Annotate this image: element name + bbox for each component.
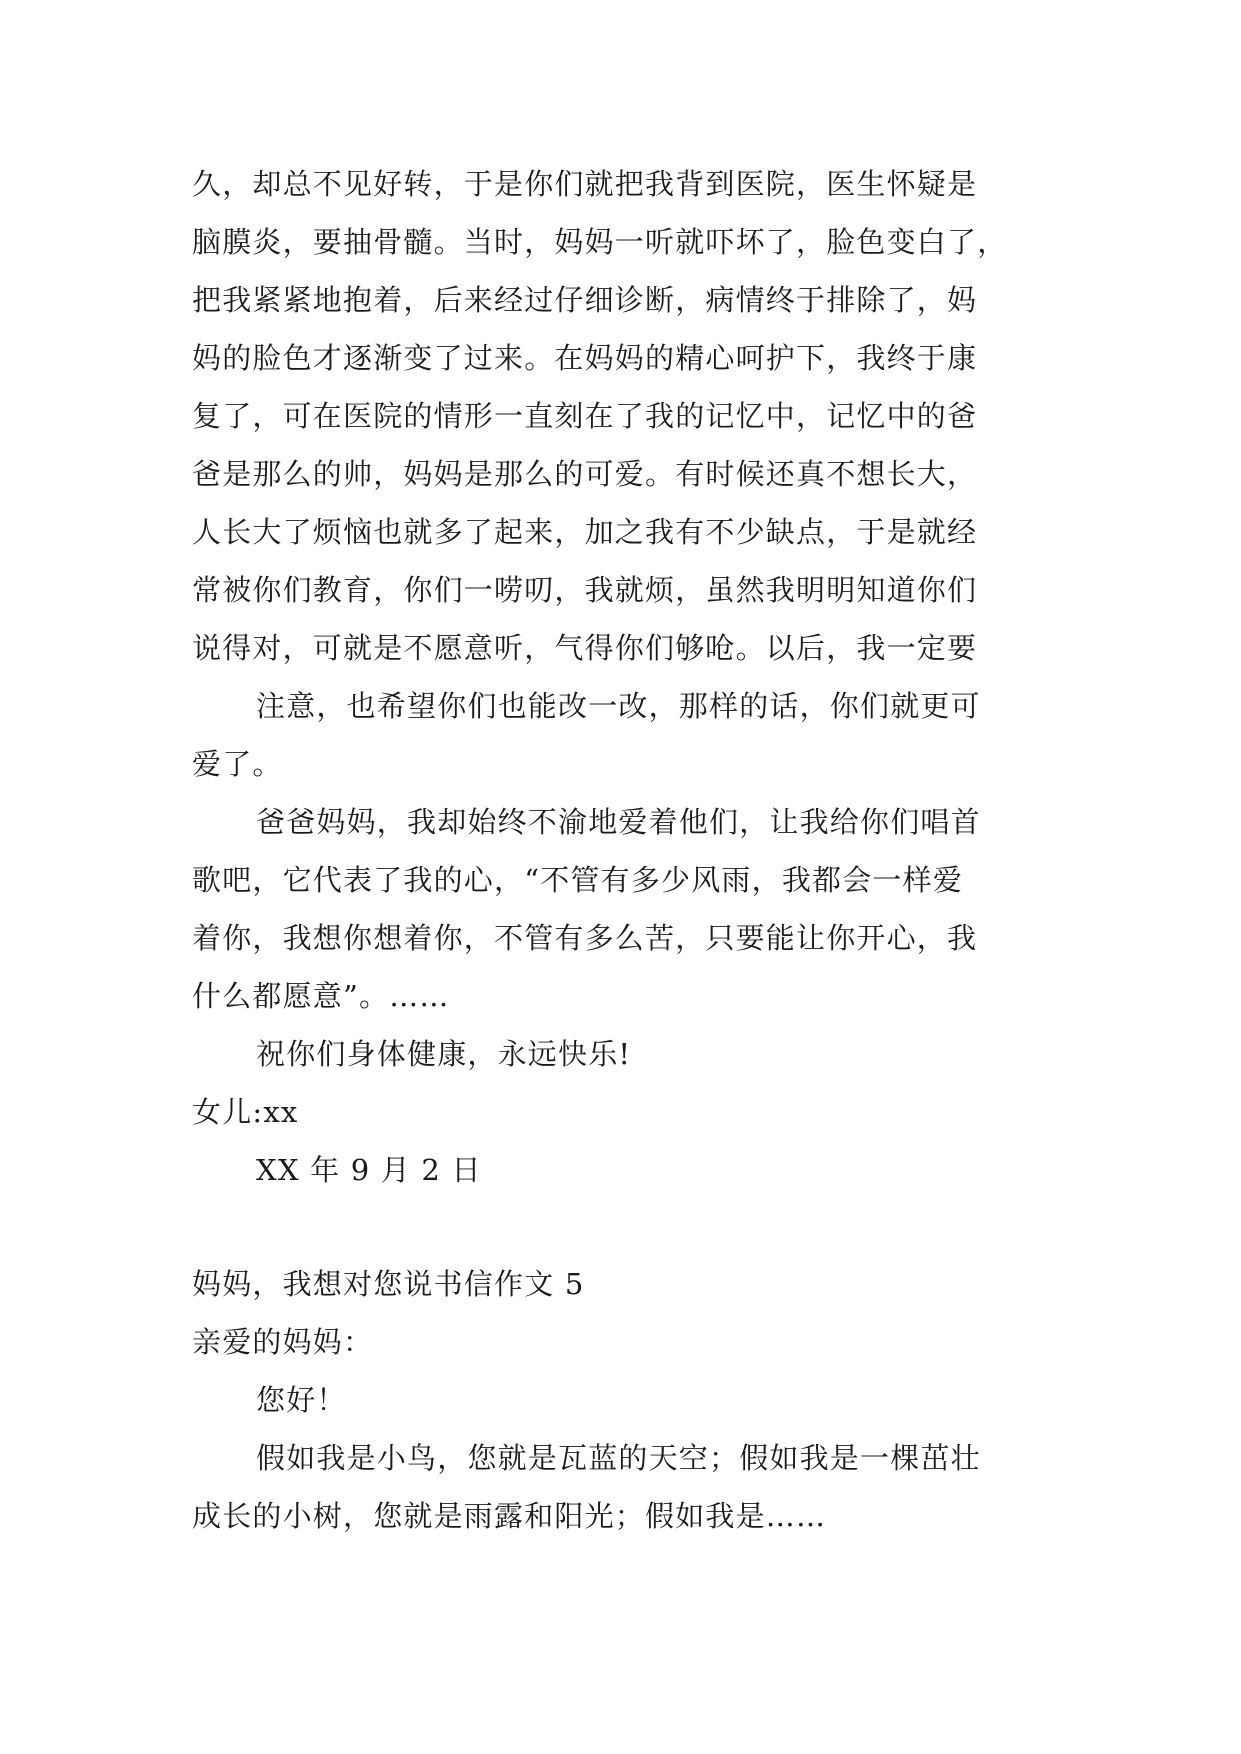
text-line: 爸爸妈妈，我却始终不渝地爱着他们，让我给你们唱首 [256,805,981,839]
text-line: 爸是那么的帅，妈妈是那么的可爱。有时候还真不想长大， [192,457,978,491]
text-line: 把我紧紧地抱着，后来经过仔细诊断，病情终于排除了，妈 [192,283,978,317]
closing-line: 祝你们身体健康，永远快乐! [256,1037,632,1071]
text-line: 着你，我想你想着你，不管有多么苦，只要能让你开心，我 [192,921,978,955]
text-line: 注意，也希望你们也能改一改，那样的话，你们就更可 [256,689,981,723]
text-line: 假如我是小鸟，您就是瓦蓝的天空；假如我是一棵茁壮 [256,1441,981,1475]
text-line: 脑膜炎，要抽骨髓。当时，妈妈一听就吓坏了，脸色变白了， [192,225,1008,259]
text-line: 妈的脸色才逐渐变了过来。在妈妈的精心呵护下，我终于康 [192,341,978,375]
salutation-line: 亲爱的妈妈： [192,1325,374,1359]
date-line: XX 年 9 月 2 日 [256,1153,482,1187]
text-line: 爱了。 [192,747,283,781]
signature-line: 女儿:xx [192,1095,299,1129]
text-line: 人长大了烦恼也就多了起来，加之我有不少缺点，于是就经 [192,515,978,549]
greeting-line: 您好！ [256,1383,347,1417]
text-line: 久，却总不见好转，于是你们就把我背到医院，医生怀疑是 [192,167,978,201]
text-line: 常被你们教育，你们一唠叨，我就烦，虽然我明明知道你们 [192,573,978,607]
section-title: 妈妈，我想对您说书信作文 5 [192,1267,585,1301]
text-line: 什么都愿意”。…… [192,979,450,1013]
text-line: 歌吧，它代表了我的心，“不管有多少风雨，我都会一样爱 [192,863,964,897]
text-line: 复了，可在医院的情形一直刻在了我的记忆中，记忆中的爸 [192,399,978,433]
text-line: 说得对，可就是不愿意听，气得你们够呛。以后，我一定要 [192,631,978,665]
text-line: 成长的小树，您就是雨露和阳光；假如我是…… [192,1499,827,1533]
